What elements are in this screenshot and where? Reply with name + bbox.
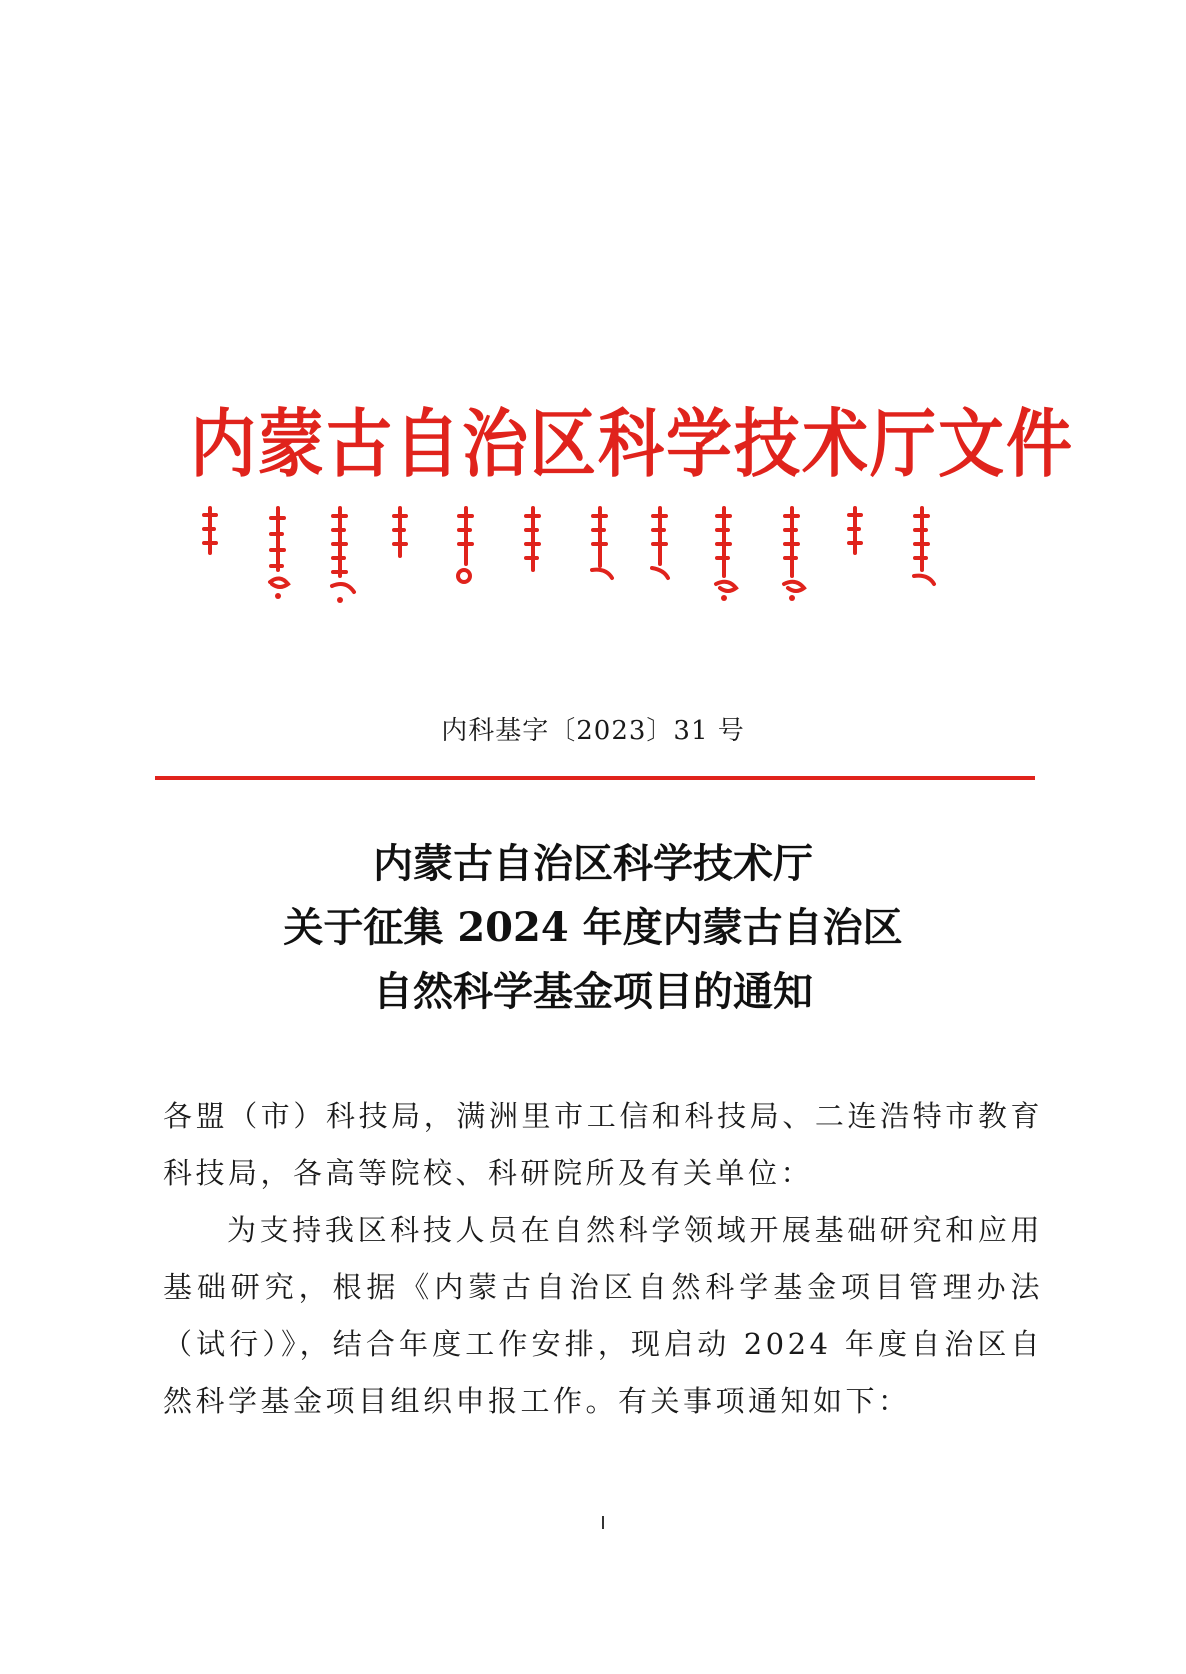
page-marker	[602, 1516, 604, 1529]
document-body	[163, 1088, 1043, 1430]
body-paragraph-1: 为支持我区科技人员在自然科学领域开展基础研究和应用基础研究，根据《内蒙古自治区自然科学基金项目管理办法（试行）》，结合年度工作安排，现启动 2024 年度自治区自然科学基金项目组织申报工作。有关事项通知如下：	[163, 1213, 1043, 1418]
title-line-1: 内蒙古自治区科学技术厅	[373, 840, 813, 887]
document-number: 内科基字〔2023〕31 号	[441, 716, 745, 746]
title-line-3: 自然科学基金项目的通知	[373, 968, 813, 1015]
addressee-paragraph: 各盟（市）科技局，满洲里市工信和科技局、二连浩特市教育科技局，各高等院校、科研院所及有关单位：	[163, 1099, 1043, 1190]
title-line-2: 关于征集 2024 年度内蒙古自治区	[283, 904, 903, 951]
document-title	[0, 832, 1186, 1024]
header-divider	[155, 776, 1035, 780]
masthead-title: 内蒙古自治区科学技术厅文件	[190, 401, 1074, 488]
mongolian-masthead	[200, 500, 1000, 615]
